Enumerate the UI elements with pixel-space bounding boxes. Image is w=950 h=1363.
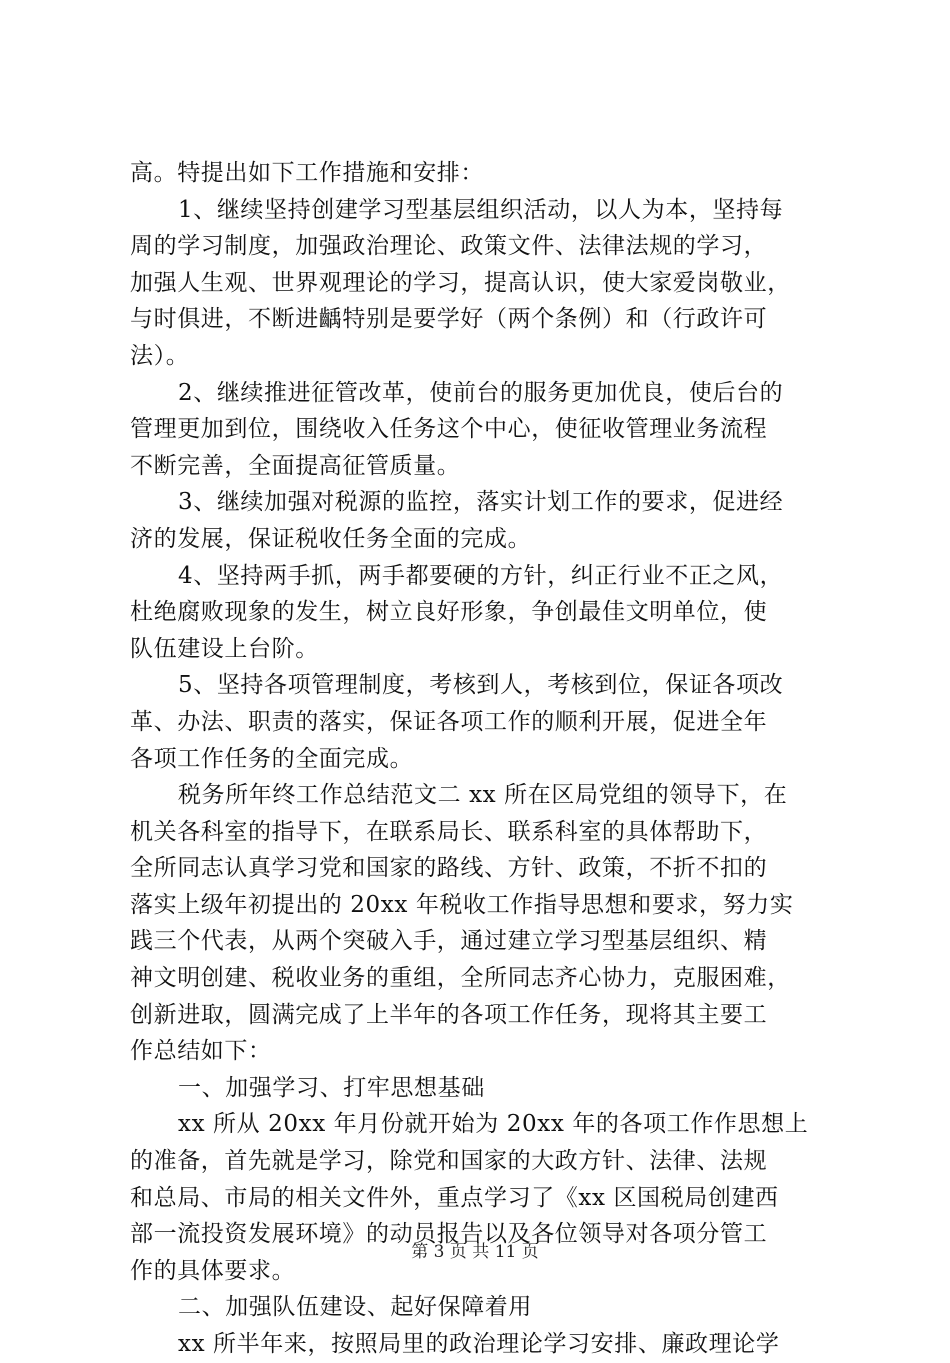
text-line: 杜绝腐败现象的发生，树立良好形象，争创最佳文明单位，使 [130,599,768,626]
text-line: xx 所半年来，按照局里的政治理论学习安排、廉政理论学 [178,1331,780,1357]
text-line: 各项工作任务的全面完成。 [130,745,414,772]
text-line: 一、加强学习、打牢思想基础 [178,1074,485,1101]
text-line: 3、继续加强对税源的监控，落实计划工作的要求，促进经 [178,489,784,516]
text-line: 部一流投资发展环境》的动员报告以及各位领导对各项分管工 [130,1221,768,1248]
text-line: 2、继续推进征管改革，使前台的服务更加优良，使后台的 [178,379,784,406]
text-line: 税务所年终工作总结范文二 xx 所在区局党组的领导下，在 [178,782,788,809]
text-line: 5、坚持各项管理制度，考核到人，考核到位，保证各项改 [178,672,784,699]
text-line: 不断完善，全面提高征管质量。 [130,452,461,479]
text-line: 践三个代表，从两个突破入手，通过建立学习型基层组织、精 [130,928,768,955]
text-line: 作的具体要求。 [130,1257,296,1284]
text-line: 落实上级年初提出的 20xx 年税收工作指导思想和要求，努力实 [130,891,794,918]
document-body [130,155,830,1363]
text-line: 机关各科室的指导下，在联系局长、联系科室的具体帮助下， [130,818,768,845]
page-footer: 第 3 页 共 11 页 [411,1242,539,1262]
text-line: 管理更加到位，围绕收入任务这个中心，使征收管理业务流程 [130,416,768,443]
text-line: 的准备，首先就是学习，除党和国家的大政方针、法律、法规 [130,1148,768,1175]
text-line: 革、办法、职责的落实，保证各项工作的顺利开展，促进全年 [130,708,768,735]
text-line: 高。特提出如下工作措施和安排： [130,160,484,186]
text-line: 二、加强队伍建设、起好保障着用 [178,1294,532,1321]
text-line: 济的发展，保证税收任务全面的完成。 [130,525,532,552]
text-line: 与时俱进，不断进齲特别是要学好（两个条例）和（行政许可 [130,306,768,333]
text-line: 神文明创建、税收业务的重组，全所同志齐心协力，克服困难， [130,965,791,992]
text-line: 1、继续坚持创建学习型基层组织活动，以人为本，坚持每 [178,196,784,223]
text-line: 4、坚持两手抓，两手都要硬的方针，纠正行业不正之风， [178,562,784,589]
text-line: 周的学习制度，加强政治理论、政策文件、法律法规的学习， [130,233,768,260]
text-line: 加强人生观、世界观理论的学习，提高认识，使大家爱岗敬业， [130,269,791,296]
text-line: 和总局、市局的相关文件外，重点学习了《xx 区国税局创建西 [130,1184,779,1211]
text-line: 作总结如下： [130,1038,272,1065]
text-line: 全所同志认真学习党和国家的路线、方针、政策，不折不扣的 [130,855,768,882]
text-line: 队伍建设上台阶。 [130,635,319,662]
text-line: 法）。 [130,342,190,369]
text-line: xx 所从 20xx 年月份就开始为 20xx 年的各项工作作思想上 [178,1111,809,1138]
text-line: 创新进取，圆满完成了上半年的各项工作任务，现将其主要工 [130,1001,768,1028]
